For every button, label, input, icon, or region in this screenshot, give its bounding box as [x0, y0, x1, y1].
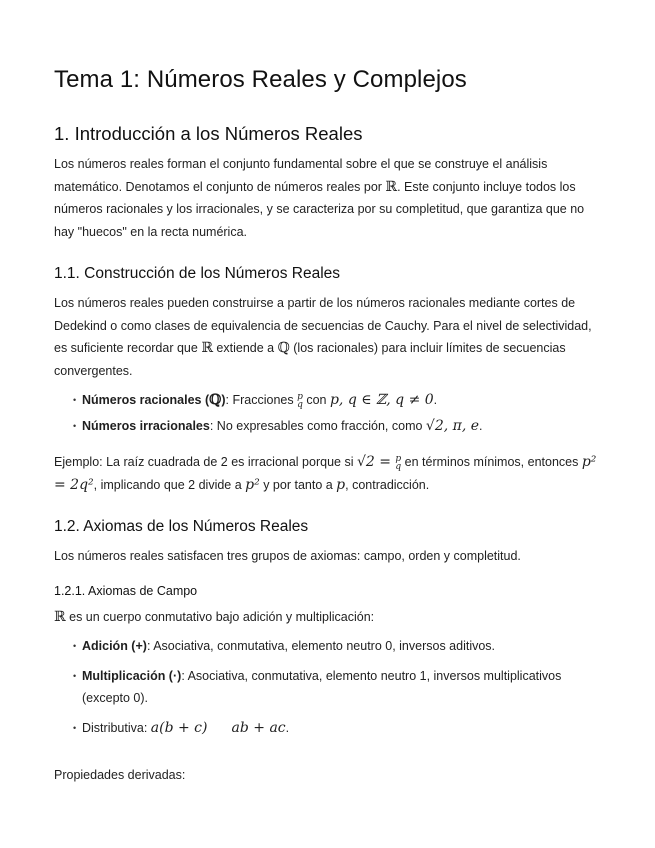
- text-segment: : Asociativa, conmutativa, elemento neutro 0, inversos aditivos.: [146, 639, 496, 653]
- paragraph-cuerpo: [54, 606, 602, 629]
- sqrt-icon: √: [356, 454, 366, 470]
- term-label: Números irracionales: [82, 418, 210, 433]
- list-item-irracionales: • Números irracionales: No expresables como fracción, como √2, π, e.: [74, 415, 602, 438]
- term-label: Números racionales (ℚ): [82, 392, 226, 408]
- math-equation: p²: [245, 476, 260, 493]
- math-rationals-symbol: ℚ: [277, 340, 290, 356]
- list-item-racionales: • Números racionales (ℚ): Fracciones p q con p, q ∈ ℤ, q ≠ 0.: [74, 389, 602, 412]
- term-label: Multiplicación (·): [82, 668, 182, 683]
- text-segment: y por tanto a: [259, 477, 337, 492]
- text-segment: extiende a: [212, 341, 278, 355]
- list-axiomas-campo: [74, 635, 602, 739]
- paragraph-propiedades: Propiedades derivadas:: [54, 768, 186, 782]
- section-heading-axiomas: 1.2. Axiomas de los Números Reales: [54, 518, 309, 535]
- math-irrationals: 2, π, e: [434, 417, 480, 434]
- list-item-adicion: [74, 635, 602, 658]
- text-segment: : Asociativa, conmutativa, elemento neutro 1, inversos multiplicativos (excepto 0).: [82, 668, 562, 705]
- math-fraction: p q: [297, 391, 303, 410]
- math-equation: ab + ac: [231, 719, 286, 736]
- section-heading-construccion: 1.1. Construcción de los Números Reales: [54, 265, 341, 282]
- math-fraction: p q: [395, 453, 402, 472]
- math-equation: 2 =: [365, 454, 396, 470]
- term-label: Distributiva:: [82, 720, 151, 735]
- math-reals-symbol: ℝ: [385, 178, 398, 195]
- math-rationals-symbol: ℚ: [209, 392, 222, 408]
- section-heading-axiomas-campo: 1.2.1. Axiomas de Campo: [54, 584, 198, 598]
- math-equation: a(b + c): [150, 719, 208, 736]
- paragraph-introduccion: [54, 153, 602, 243]
- list-tipos-numeros: [74, 389, 602, 437]
- paragraph-ejemplo: [54, 451, 602, 496]
- text-segment: es un cuerpo conmutativo bajo adición y multiplicación:: [65, 610, 375, 624]
- term-label: Adición (+): [82, 639, 147, 653]
- text-segment: con: [302, 393, 330, 407]
- sqrt-icon: √: [425, 417, 435, 434]
- math-equation: p² = 2q²: [54, 454, 597, 493]
- section-heading-introduccion: 1. Introducción a los Números Reales: [54, 123, 363, 144]
- text-segment: en términos mínimos, entonces: [401, 455, 582, 469]
- text-segment: (los racionales) para incluir límites de secuencias convergentes.: [54, 341, 566, 378]
- text-segment: : No expresables como fracción, como: [209, 418, 426, 433]
- list-item-distributiva: • Distributiva: a(b + c) ab + ac.: [74, 717, 602, 740]
- text-segment: Los números reales pueden construirse a partir de los números racionales mediante cortes de Dedekind o como clases de equivalencia de secuencias de Cauchy. Para el nivel de selectividad, es suficiente recordar que: [54, 296, 592, 355]
- paragraph-axiomas: Los números reales satisfacen tres grupos de axiomas: campo, orden y completitud.: [54, 549, 521, 563]
- math-reals-symbol: ℝ: [54, 609, 66, 625]
- paragraph-construccion: [54, 292, 602, 382]
- text-segment: , contradicción.: [345, 477, 430, 492]
- text-segment: : Fracciones: [225, 393, 298, 407]
- list-item-multiplicacion: [74, 665, 602, 710]
- text-segment: . Este conjunto incluye todos los números racionales y los irracionales, y se caracteriza por su completitud, que garantiza que no hay "huecos" en la recta numérica.: [54, 179, 585, 239]
- text-segment: Los números reales forman el conjunto fundamental sobre el que se construye el análisis matemático. Denotamos el conjunto de números reales por: [54, 157, 548, 194]
- page-title: Tema 1: Números Reales y Complejos: [54, 66, 467, 93]
- math-equation: p: [336, 476, 346, 493]
- math-condition: p, q ∈ ℤ, q ≠ 0: [329, 392, 434, 408]
- text-segment: Ejemplo: La raíz cuadrada de 2 es irracional porque si: [54, 455, 357, 469]
- text-segment: , implicando que 2 divide a: [93, 477, 246, 492]
- math-reals-symbol: ℝ: [201, 340, 213, 356]
